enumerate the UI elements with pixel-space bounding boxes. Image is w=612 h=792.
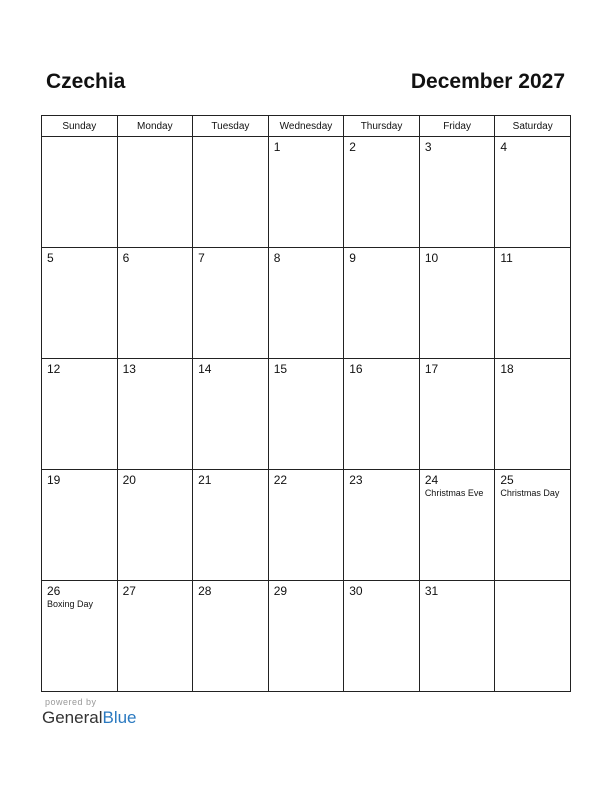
day-cell [419,137,495,248]
day-number [42,137,117,140]
day-cell [419,581,495,692]
day-cell [344,248,420,359]
day-number: 27 [122,584,136,598]
day-number [118,137,193,140]
day-cell [42,137,118,248]
day-cell [193,137,269,248]
day-number: 20 [122,473,136,487]
day-cell [495,137,571,248]
day-number: 22 [273,473,288,487]
day-number: 9 [349,251,356,265]
day-number: 15 [273,362,288,376]
day-number: 30 [349,584,363,598]
day-number: 12 [47,362,61,376]
week-row [42,359,571,470]
weekday-thursday: Thursday [344,116,420,137]
week-row [42,137,571,248]
day-number: 16 [349,362,363,376]
day-cell [344,137,420,248]
day-cell [344,581,420,692]
day-cell [419,248,495,359]
weekday-sunday: Sunday [42,116,118,137]
day-cell [42,359,118,470]
day-number: 6 [122,251,130,265]
day-cell [344,359,420,470]
day-cell [268,248,344,359]
day-number: 28 [198,584,212,598]
day-cell [117,137,193,248]
day-cell [268,359,344,470]
day-cell [117,359,193,470]
day-cell [42,581,118,692]
powered-by-label: powered by [45,697,97,707]
day-number: 21 [198,473,212,487]
month-title: December 2027 [410,70,565,93]
day-cell [268,137,344,248]
brand-general: General [42,708,103,727]
day-number: 1 [273,140,281,154]
day-cell [42,470,118,581]
day-cell [193,581,269,692]
day-number: 4 [500,140,508,154]
day-number: 13 [122,362,136,376]
day-number: 17 [424,362,439,376]
day-number: 11 [500,251,513,265]
weekday-monday: Monday [117,116,193,137]
day-number: 23 [349,473,363,487]
day-cell [419,470,495,581]
day-number: 25 [500,473,514,487]
brand-blue: Blue [102,708,137,727]
day-number: 18 [500,362,514,376]
day-number [495,581,570,584]
weekday-tuesday: Tuesday [193,116,269,137]
generalblue-logo[interactable] [42,708,137,728]
day-cell [193,470,269,581]
day-cell [495,248,571,359]
day-number: 7 [198,251,205,265]
holiday-christmas-eve: Christmas Eve [424,488,484,498]
weekday-friday: Friday [419,116,495,137]
day-cell [193,359,269,470]
day-cell [419,359,495,470]
holiday-christmas-day: Christmas Day [500,488,560,498]
day-cell [117,581,193,692]
week-row [42,581,571,692]
day-cell [268,470,344,581]
day-cell [193,248,269,359]
day-number: 14 [198,362,212,376]
week-row [42,470,571,581]
day-cell [42,248,118,359]
holiday-boxing-day: Boxing Day [47,599,94,609]
day-number [193,137,268,140]
day-cell [495,581,571,692]
weekday-header-row [42,116,571,137]
day-number: 31 [424,584,439,598]
day-number: 24 [424,473,439,487]
day-number: 26 [47,584,61,598]
calendar-grid [41,115,571,692]
day-number: 19 [47,473,61,487]
day-cell [495,470,571,581]
day-cell [117,470,193,581]
day-number: 2 [349,140,356,154]
weekday-wednesday: Wednesday [268,116,344,137]
day-cell [117,248,193,359]
country-title: Czechia [46,70,126,93]
day-number: 8 [273,251,281,265]
day-number: 10 [424,251,439,265]
day-cell [344,470,420,581]
weekday-saturday: Saturday [495,116,571,137]
week-row [42,248,571,359]
day-cell [495,359,571,470]
day-number: 3 [424,140,432,154]
day-number: 29 [273,584,288,598]
day-cell [268,581,344,692]
day-number: 5 [47,251,54,265]
